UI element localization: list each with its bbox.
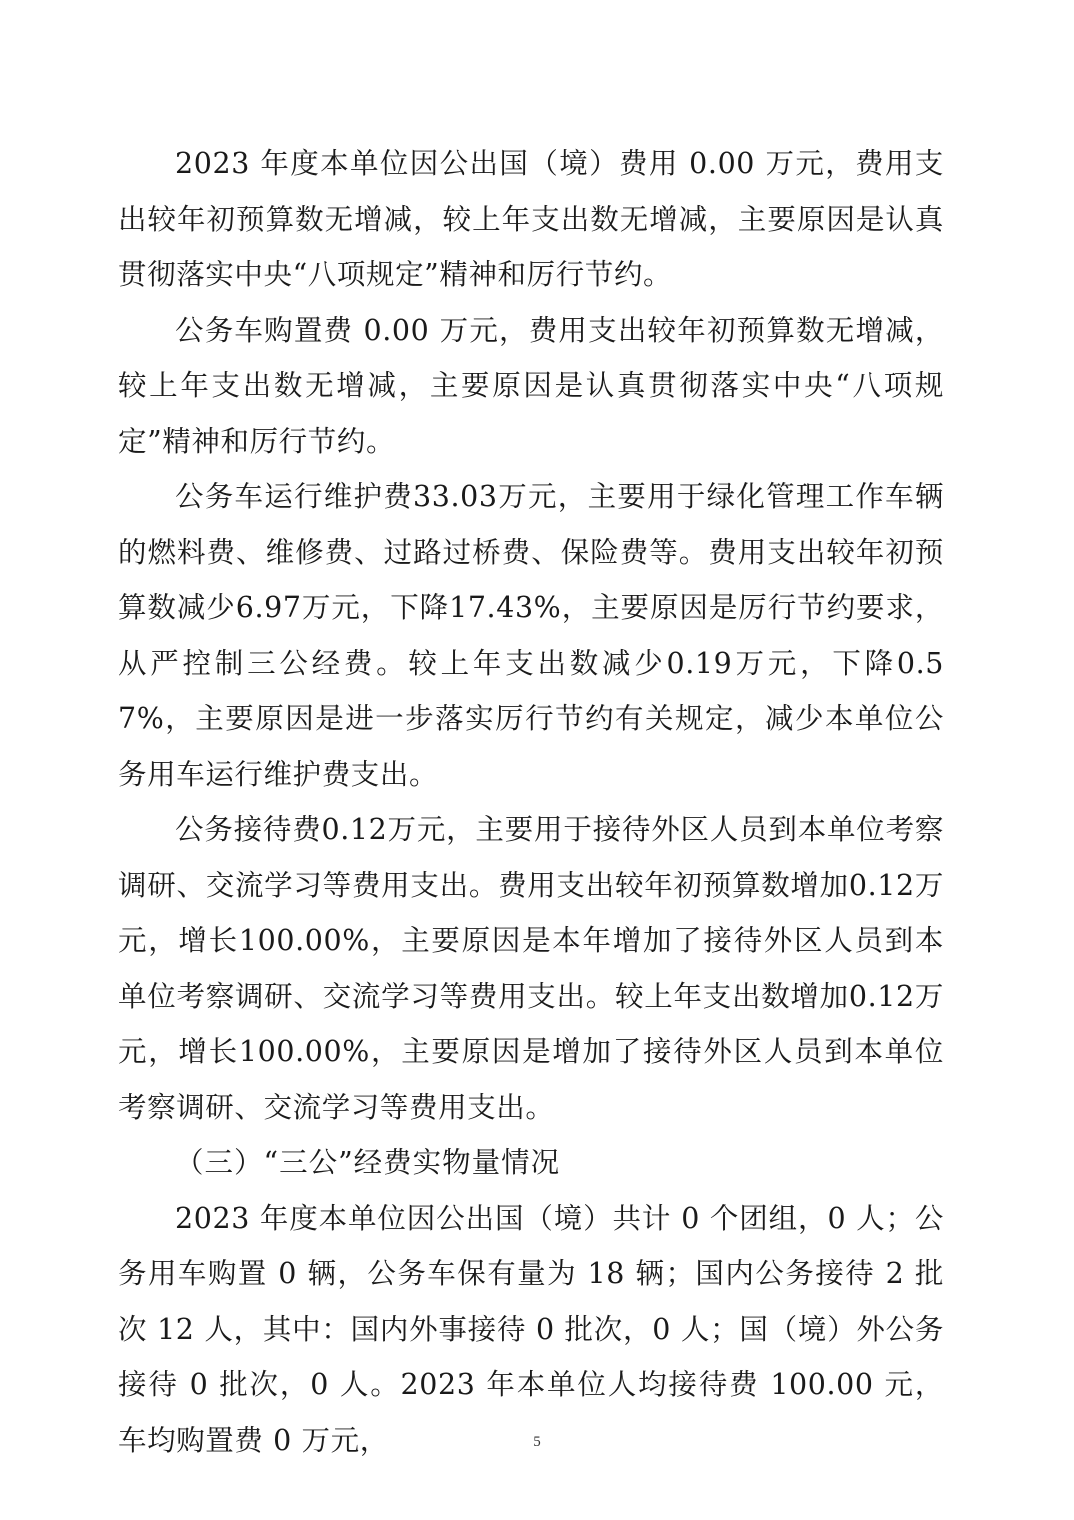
- paragraph-overseas-travel: 2023 年度本单位因公出国（境）费用 0.00 万元，费用支出较年初预算数无增减，较上年支出数无增减，主要原因是认真贯彻落实中央“八项规定”精神和厉行节约。: [118, 147, 944, 291]
- paragraph-vehicle-maintenance: 公务车运行维护费33.03万元，主要用于绿化管理工作车辆的燃料费、维修费、过路过桥费、保险费等。费用支出较年初预算数减少6.97万元，下降17.43%，主要原因是厉行节约要求，从严控制三公经费。较上年支出数减少0.19万元，下降0.57%，主要原因是进一步落实厉行节约有关规定，减少本单位公务用车运行维护费支出。: [118, 480, 944, 791]
- paragraph-reception: 公务接待费0.12万元，主要用于接待外区人员到本单位考察调研、交流学习等费用支出。费用支出较年初预算数增加0.12万元，增长100.00%，主要原因是本年增加了接待外区人员到本单位考察调研、交流学习等费用支出。较上年支出数增加0.12万元，增长100.00%，主要原因是增加了接待外区人员到本单位考察调研、交流学习等费用支出。: [118, 813, 944, 1124]
- paragraph-vehicle-purchase: 公务车购置费 0.00 万元，费用支出较年初预算数无增减，较上年支出数无增减，主要原因是认真贯彻落实中央“八项规定”精神和厉行节约。: [118, 313, 944, 458]
- page-number: 5: [533, 1434, 541, 1450]
- paragraph-physical-quantity: 2023 年度本单位因公出国（境）共计 0 个团组，0 人；公务用车购置 0 辆，公务车保有量为 18 辆；国内公务接待 2 批次 12 人，其中：国内外事接待 0 批次，0 人；国（境）外公务接待 0 批次，0 人。2023 年本单位人均接待费 100.00 元，车均购置费 0 万元，: [118, 1201, 944, 1457]
- section-heading: （三）“三公”经费实物量情况: [175, 1146, 561, 1179]
- document-page: [118, 136, 944, 1468]
